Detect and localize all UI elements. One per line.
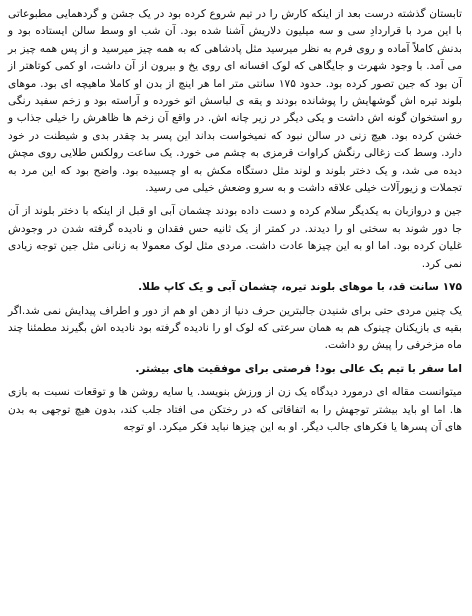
paragraph-4: یک چنین مردی حتی برای شنیدن جالبترین حرف دنیا از دهن او هم از دور و اطراف پیدایش نمی شد.اگر بقیه ی بازیکنان چینوک هم به همان سرعتی که لوک او را نادیده گرفته بود نادیده اش بگیرند مطمئنا چند ماه مزخرفی را پیش رو داشت. bbox=[8, 304, 462, 352]
paragraph-2: جین و دروازبان به یکدیگر سلام کرده و دست داده بودند چشمان آبی او قبل از اینکه با دختر بلوند از آن جا دور شوند به سختی او را دیدند. در کمتر از یک ثانیه حس فقدان و نادیده گرفته شدن در وجودش غلیان کرده بود. اما او به این چیزها عادت داشت. مردی مثل لوک معمولا به زنانی مثل جین توجه زیادی نمی کرد. bbox=[8, 205, 462, 270]
paragraph-5: اما سفر با تیم یک عالی بود! فرصتی برای موفقیت های بیشتر. bbox=[135, 362, 462, 375]
paragraph-3: ۱۷۵ سانت قد، با موهای بلوند تیره، چشمان آبی و یک کاپ طلا. bbox=[138, 281, 462, 294]
paragraph-6: میتوانست مقاله ای درمورد دیدگاه یک زن از ورزش بنویسد. یا سایه روشن ها و توقعات نسبت به بازی ها. اما او باید بیشتر توجهش را به اتفاقاتی که در رختکن می افتاد جلب کند، بدون هیچ توجهی به بدن های آن پسرها یا فکرهای جالب دیگر. او به این چیزها نباید فکر میکرد. او توجه bbox=[8, 386, 462, 433]
paragraph-1: تابستان گذشته درست بعد از اینکه کارش را در تیم شروع کرده بود در یک جشن و گردهمایی مطبوعاتی با این مرد با قراردادِ سی و سه میلیون دلاریش آشنا شده بود. آن شب او وسط سالن ایستاده بود و بدنش کاملاً آماده و روی فرم به نظر میرسید مثل پادشاهی که به همه چیز میرسید و از پس همه چیز بر می آمد. با وجود شهرت و جایگاهی که لوک افسانه ای روی یخ و بیرون از آن داشت، او کمی کوتاهتر از آن بود که جین تصور کرده بود. حدود ۱۷۵ سانتی متر اما هر اینچ از بدن او کاملا ماهیچه ای بود. موهای بلوند تیره اش گوشهایش را پوشانده بودند و یقه ی لباسش اتو خورده و آراسته بود و زخم سفید رنگی رو استخوان گونه اش داشت و یکی دیگر در زیر چانه اش. در واقع آن زخم ها ظاهرش را خیلی جذاب و خشن کرده بود. هیچ زنی در سالن نبود که نمیخواست بداند این پسر بد چقدر بدی و شیطنت در خود دارد. وسط کت زغالی رنگش کراوات قرمزی به چشم می خورد. یک ساعت رولکس طلایی روی مچش دیده می شد، و یک دختر بلوند و لوند مثل دستگاه مکش به او چسبیده بود. واضح بود که این مرد به تجملات و زیورآلات خیلی علاقه داشت و به سرو وضعش خیلی می رسید. bbox=[8, 8, 462, 195]
